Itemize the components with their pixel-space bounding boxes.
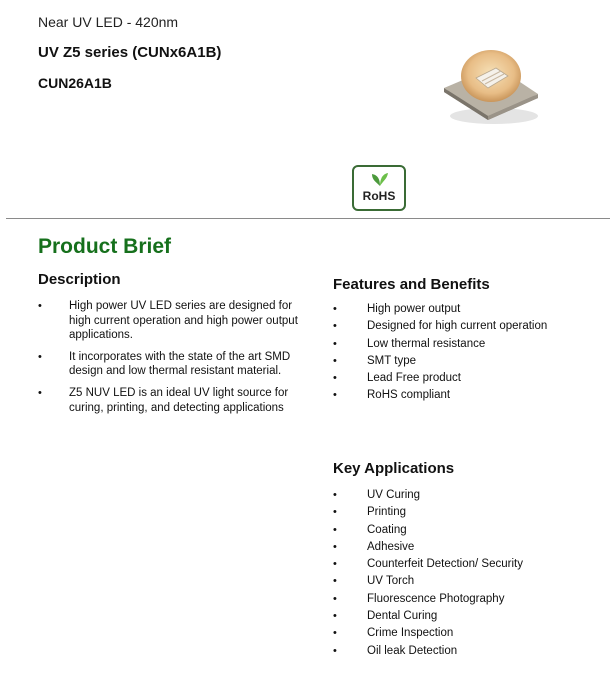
part-number: CUN26A1B	[38, 75, 112, 91]
list-item: • UV Curing	[333, 487, 603, 504]
features-heading: Features and Benefits	[333, 276, 490, 293]
rohs-label: RoHS	[362, 189, 396, 203]
bullet-icon: •	[333, 506, 337, 519]
list-item: • High power output	[333, 301, 603, 318]
list-item: • Counterfeit Detection/ Security	[333, 556, 603, 573]
applications-heading: Key Applications	[333, 460, 455, 477]
led-product-image	[438, 40, 542, 126]
rohs-badge	[352, 165, 406, 211]
bullet-icon: •	[333, 523, 337, 536]
list-item: • SMT type	[333, 353, 603, 370]
series-title: UV Z5 series (CUNx6A1B)	[38, 44, 222, 61]
bullet-icon: •	[333, 337, 337, 350]
product-subtitle: Near UV LED - 420nm	[38, 14, 179, 30]
list-item: • UV Torch	[333, 573, 603, 590]
section-divider	[6, 218, 610, 219]
bullet-icon: •	[333, 644, 337, 657]
features-list	[333, 301, 603, 405]
bullet-icon: •	[333, 389, 337, 402]
list-item: • Coating	[333, 522, 603, 539]
description-list	[38, 299, 298, 422]
list-item: • Adhesive	[333, 539, 603, 556]
list-item: • Dental Curing	[333, 608, 603, 625]
description-heading: Description	[38, 271, 121, 288]
list-item: • It incorporates with the state of the art SMD design and low thermal resistant material.	[38, 350, 291, 378]
list-item: • RoHS compliant	[333, 387, 603, 404]
leaf-icon	[370, 171, 390, 187]
bullet-icon: •	[333, 592, 337, 605]
list-item: • Lead Free product	[333, 370, 603, 387]
list-item: • Crime Inspection	[333, 625, 603, 642]
list-item: • Fluorescence Photography	[333, 591, 603, 608]
bullet-icon: •	[333, 354, 337, 367]
bullet-icon: •	[333, 372, 337, 385]
bullet-icon: •	[333, 320, 337, 333]
bullet-icon: •	[333, 610, 337, 623]
list-item: • High power UV LED series are designed for high current operation and high power output applications.	[38, 300, 298, 342]
product-brief-title: Product Brief	[38, 235, 172, 258]
applications-list	[333, 487, 603, 660]
list-item: • Z5 NUV LED is an ideal UV light source for curing, printing, and detecting applications	[38, 386, 289, 414]
bullet-icon: •	[333, 303, 337, 315]
list-item: • Printing	[333, 504, 603, 521]
list-item: • Oil leak Detection	[333, 643, 603, 660]
bullet-icon: •	[333, 558, 337, 571]
bullet-icon: •	[333, 575, 337, 588]
bullet-icon: •	[333, 627, 337, 640]
bullet-icon: •	[38, 300, 42, 312]
bullet-icon: •	[333, 489, 337, 501]
bullet-icon: •	[38, 386, 42, 399]
bullet-icon: •	[38, 350, 42, 363]
list-item: • Low thermal resistance	[333, 336, 603, 353]
bullet-icon: •	[333, 540, 337, 553]
list-item: • Designed for high current operation	[333, 318, 603, 335]
